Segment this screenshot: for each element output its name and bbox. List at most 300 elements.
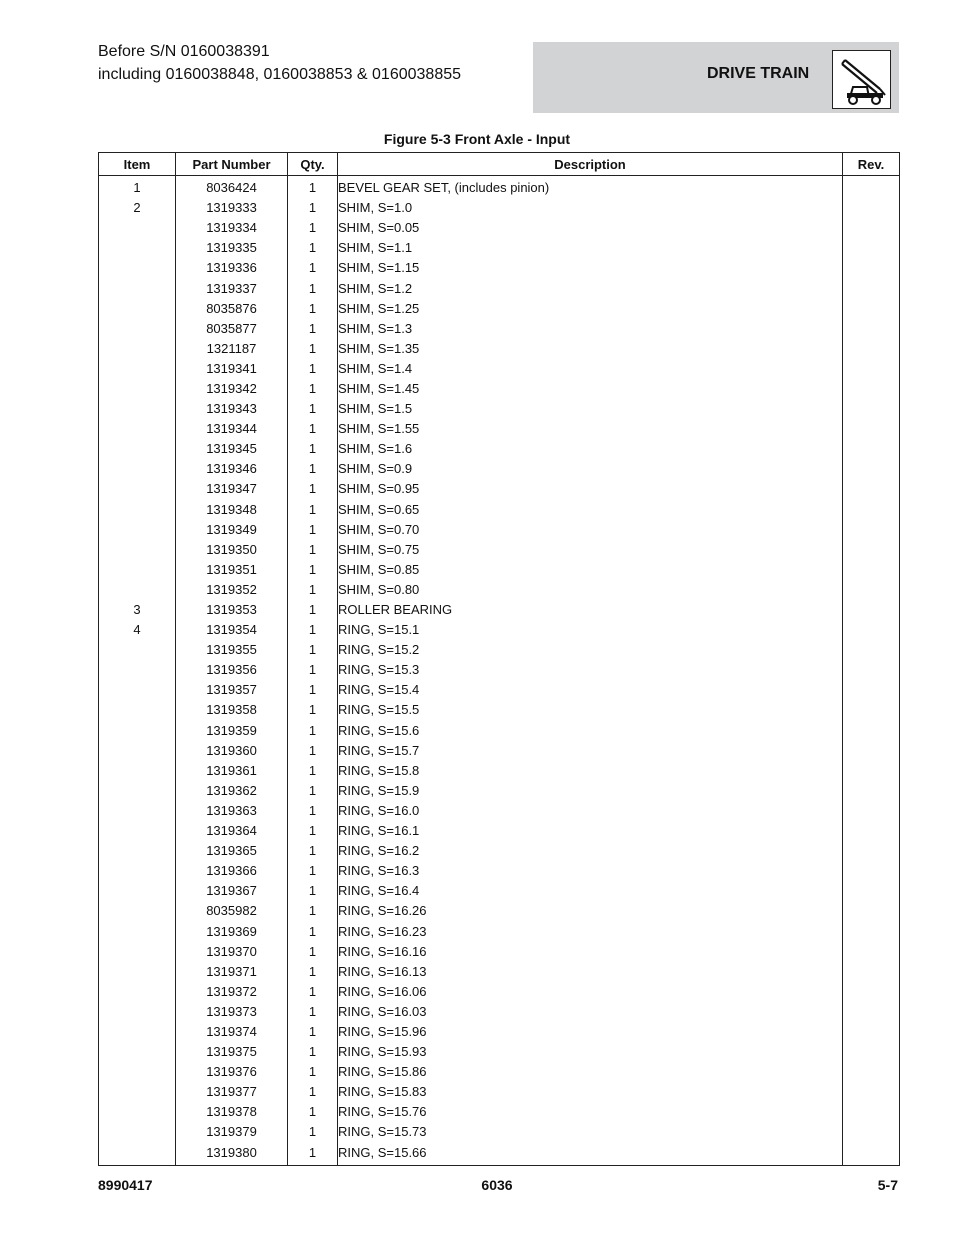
cell-description: SHIM, S=1.0 [338,198,843,218]
cell-qty: 1 [288,721,338,741]
cell-qty: 1 [288,881,338,901]
table-row [99,540,900,560]
cell-description: SHIM, S=1.25 [338,299,843,319]
cell-rev [843,700,900,720]
cell-item [99,1082,176,1102]
table-row [99,721,900,741]
cell-item: 4 [99,620,176,640]
cell-item [99,439,176,459]
cell-qty: 1 [288,962,338,982]
cell-description: SHIM, S=0.70 [338,520,843,540]
cell-rev [843,176,900,199]
cell-rev [843,761,900,781]
cell-description: RING, S=15.9 [338,781,843,801]
table-row [99,861,900,881]
table-row [99,1122,900,1142]
cell-item [99,721,176,741]
cell-item [99,801,176,821]
cell-description: SHIM, S=0.85 [338,560,843,580]
cell-qty: 1 [288,660,338,680]
table-row [99,962,900,982]
cell-qty: 1 [288,399,338,419]
cell-part-number: 1319362 [176,781,288,801]
cell-part-number: 1319341 [176,359,288,379]
cell-item [99,761,176,781]
cell-description: RING, S=15.2 [338,640,843,660]
cell-rev [843,359,900,379]
cell-qty: 1 [288,761,338,781]
cell-description: RING, S=15.96 [338,1022,843,1042]
cell-rev [843,801,900,821]
cell-qty: 1 [288,801,338,821]
cell-qty: 1 [288,741,338,761]
cell-part-number: 1319363 [176,801,288,821]
cell-rev [843,439,900,459]
cell-rev [843,500,900,520]
cell-description: RING, S=15.93 [338,1042,843,1062]
cell-rev [843,399,900,419]
table-row [99,741,900,761]
cell-rev [843,339,900,359]
cell-rev [843,379,900,399]
cell-item [99,560,176,580]
table-row [99,399,900,419]
cell-part-number: 1319334 [176,218,288,238]
table-row [99,459,900,479]
table-row [99,258,900,278]
table-row [99,680,900,700]
cell-rev [843,278,900,298]
cell-qty: 1 [288,620,338,640]
cell-item [99,881,176,901]
col-header-part-number: Part Number [176,153,288,176]
table-row [99,801,900,821]
cell-description: SHIM, S=1.3 [338,319,843,339]
table-row [99,1022,900,1042]
col-header-qty: Qty. [288,153,338,176]
cell-rev [843,1002,900,1022]
cell-qty: 1 [288,942,338,962]
cell-description: SHIM, S=0.75 [338,540,843,560]
cell-item [99,258,176,278]
cell-part-number: 1319364 [176,821,288,841]
cell-description: RING, S=16.13 [338,962,843,982]
table-row [99,640,900,660]
table-row [99,218,900,238]
table-row [99,620,900,640]
cell-qty: 1 [288,238,338,258]
cell-item [99,781,176,801]
cell-description: RING, S=16.26 [338,901,843,921]
cell-description: SHIM, S=0.65 [338,500,843,520]
cell-qty: 1 [288,1122,338,1142]
table-row [99,500,900,520]
cell-qty: 1 [288,540,338,560]
cell-part-number: 1319373 [176,1002,288,1022]
cell-rev [843,821,900,841]
cell-qty: 1 [288,680,338,700]
cell-item [99,379,176,399]
cell-qty: 1 [288,500,338,520]
cell-item [99,319,176,339]
cell-item [99,1062,176,1082]
cell-description: RING, S=16.0 [338,801,843,821]
cell-rev [843,881,900,901]
telehandler-icon [832,50,891,109]
cell-qty: 1 [288,379,338,399]
cell-description: BEVEL GEAR SET, (includes pinion) [338,176,843,199]
cell-part-number: 1319347 [176,479,288,499]
cell-item [99,741,176,761]
table-row [99,1082,900,1102]
cell-rev [843,1042,900,1062]
table-row [99,379,900,399]
cell-part-number: 1319360 [176,741,288,761]
cell-item [99,459,176,479]
table-row [99,942,900,962]
cell-part-number: 1319354 [176,620,288,640]
cell-rev [843,198,900,218]
footer-manual-number: 8990417 [98,1177,153,1193]
cell-description: SHIM, S=0.95 [338,479,843,499]
cell-description: SHIM, S=1.2 [338,278,843,298]
cell-rev [843,781,900,801]
cell-rev [843,479,900,499]
cell-rev [843,1122,900,1142]
cell-rev [843,1082,900,1102]
cell-description: RING, S=16.2 [338,841,843,861]
cell-rev [843,1022,900,1042]
table-row [99,176,900,199]
cell-rev [843,1143,900,1166]
cell-item: 3 [99,600,176,620]
cell-qty: 1 [288,821,338,841]
serial-number-note [98,40,461,86]
cell-rev [843,942,900,962]
cell-qty: 1 [288,218,338,238]
cell-qty: 1 [288,479,338,499]
cell-description: RING, S=16.4 [338,881,843,901]
cell-qty: 1 [288,319,338,339]
cell-item [99,660,176,680]
table-header-row [99,153,900,176]
cell-description: SHIM, S=0.05 [338,218,843,238]
cell-rev [843,600,900,620]
cell-part-number: 1319333 [176,198,288,218]
cell-rev [843,1062,900,1082]
table-row [99,560,900,580]
table-row [99,901,900,921]
cell-qty: 1 [288,781,338,801]
table-row [99,339,900,359]
cell-description: RING, S=15.4 [338,680,843,700]
cell-part-number: 1319377 [176,1082,288,1102]
cell-description: RING, S=15.73 [338,1122,843,1142]
cell-part-number: 8035982 [176,901,288,921]
cell-item [99,500,176,520]
cell-description: RING, S=16.16 [338,942,843,962]
cell-rev [843,982,900,1002]
cell-description: SHIM, S=1.45 [338,379,843,399]
cell-rev [843,560,900,580]
cell-part-number: 1319352 [176,580,288,600]
cell-item [99,1102,176,1122]
cell-description: SHIM, S=1.15 [338,258,843,278]
cell-rev [843,540,900,560]
cell-rev [843,258,900,278]
cell-item [99,339,176,359]
cell-qty: 1 [288,1062,338,1082]
cell-qty: 1 [288,439,338,459]
cell-part-number: 1319369 [176,921,288,941]
cell-part-number: 1319343 [176,399,288,419]
table-row [99,1062,900,1082]
cell-part-number: 1319350 [176,540,288,560]
cell-item [99,821,176,841]
cell-part-number: 8035876 [176,299,288,319]
cell-item [99,1002,176,1022]
cell-qty: 1 [288,1042,338,1062]
cell-rev [843,238,900,258]
section-header-box [533,42,899,113]
cell-qty: 1 [288,580,338,600]
cell-item [99,479,176,499]
cell-part-number: 1319359 [176,721,288,741]
cell-qty: 1 [288,1082,338,1102]
cell-item [99,700,176,720]
cell-rev [843,921,900,941]
cell-part-number: 8036424 [176,176,288,199]
cell-description: RING, S=16.23 [338,921,843,941]
cell-item [99,841,176,861]
cell-item [99,1143,176,1166]
cell-description: SHIM, S=0.80 [338,580,843,600]
cell-part-number: 1319370 [176,942,288,962]
cell-qty: 1 [288,278,338,298]
cell-part-number: 1319356 [176,660,288,680]
table-row [99,359,900,379]
table-row [99,299,900,319]
table-row [99,781,900,801]
cell-part-number: 1319336 [176,258,288,278]
cell-description: SHIM, S=1.6 [338,439,843,459]
section-title: DRIVE TRAIN [707,65,810,82]
parts-table [98,152,900,1166]
header-line-2: including 0160038848, 0160038853 & 0160038855 [98,66,462,83]
cell-item [99,399,176,419]
cell-item [99,1042,176,1062]
cell-description: RING, S=15.3 [338,660,843,680]
cell-part-number: 1319344 [176,419,288,439]
cell-item [99,1022,176,1042]
cell-rev [843,741,900,761]
cell-rev [843,620,900,640]
cell-description: SHIM, S=1.4 [338,359,843,379]
cell-rev [843,680,900,700]
cell-rev [843,640,900,660]
cell-item [99,861,176,881]
cell-part-number: 1319355 [176,640,288,660]
footer-model: 6036 [481,1177,513,1193]
table-row [99,1102,900,1122]
cell-description: RING, S=16.03 [338,1002,843,1022]
col-header-description: Description [338,153,843,176]
cell-description: RING, S=16.3 [338,861,843,881]
cell-qty: 1 [288,520,338,540]
table-row [99,761,900,781]
table-row [99,600,900,620]
cell-item [99,299,176,319]
cell-description: SHIM, S=1.55 [338,419,843,439]
table-row [99,319,900,339]
cell-rev [843,299,900,319]
cell-item [99,680,176,700]
cell-rev [843,319,900,339]
cell-rev [843,1102,900,1122]
cell-part-number: 1319366 [176,861,288,881]
cell-qty: 1 [288,198,338,218]
cell-item [99,982,176,1002]
cell-part-number: 1319365 [176,841,288,861]
cell-qty: 1 [288,841,338,861]
cell-qty: 1 [288,1022,338,1042]
footer-page-number: 5-7 [877,1177,898,1193]
cell-rev [843,660,900,680]
table-row [99,982,900,1002]
cell-rev [843,962,900,982]
cell-qty: 1 [288,600,338,620]
cell-rev [843,580,900,600]
cell-qty: 1 [288,299,338,319]
cell-part-number: 1319376 [176,1062,288,1082]
cell-qty: 1 [288,258,338,278]
table-row [99,278,900,298]
cell-part-number: 1319349 [176,520,288,540]
table-row [99,520,900,540]
table-row [99,821,900,841]
cell-description: RING, S=15.7 [338,741,843,761]
cell-description: RING, S=15.83 [338,1082,843,1102]
cell-description: RING, S=15.1 [338,620,843,640]
cell-description: SHIM, S=0.9 [338,459,843,479]
cell-description: RING, S=15.66 [338,1143,843,1166]
cell-item [99,580,176,600]
cell-item: 2 [99,198,176,218]
cell-item [99,278,176,298]
cell-description: RING, S=15.86 [338,1062,843,1082]
table-row [99,700,900,720]
cell-description: RING, S=15.6 [338,721,843,741]
table-row [99,198,900,218]
cell-item [99,640,176,660]
cell-part-number: 1319335 [176,238,288,258]
cell-item [99,1122,176,1142]
cell-part-number: 1319358 [176,700,288,720]
table-row [99,479,900,499]
cell-item [99,419,176,439]
cell-part-number: 1319374 [176,1022,288,1042]
cell-qty: 1 [288,339,338,359]
cell-description: RING, S=15.76 [338,1102,843,1122]
cell-item [99,942,176,962]
cell-qty: 1 [288,459,338,479]
table-row [99,1002,900,1022]
cell-description: ROLLER BEARING [338,600,843,620]
cell-description: SHIM, S=1.1 [338,238,843,258]
cell-rev [843,901,900,921]
header-line-1: Before S/N 0160038391 [98,43,270,60]
cell-description: RING, S=16.06 [338,982,843,1002]
table-row [99,580,900,600]
cell-part-number: 1319348 [176,500,288,520]
cell-qty: 1 [288,419,338,439]
cell-part-number: 1319357 [176,680,288,700]
cell-qty: 1 [288,700,338,720]
col-header-item: Item [99,153,176,176]
cell-qty: 1 [288,901,338,921]
cell-part-number: 1319346 [176,459,288,479]
cell-item [99,520,176,540]
cell-qty: 1 [288,982,338,1002]
cell-item [99,962,176,982]
cell-qty: 1 [288,921,338,941]
cell-part-number: 1319342 [176,379,288,399]
table-row [99,439,900,459]
cell-item [99,901,176,921]
cell-item [99,238,176,258]
cell-description: RING, S=15.5 [338,700,843,720]
parts-table-body [99,176,900,1166]
cell-rev [843,218,900,238]
cell-qty: 1 [288,1002,338,1022]
table-row [99,841,900,861]
table-row [99,921,900,941]
table-row [99,238,900,258]
cell-item [99,218,176,238]
table-row [99,1143,900,1166]
cell-description: SHIM, S=1.5 [338,399,843,419]
cell-rev [843,459,900,479]
cell-rev [843,520,900,540]
cell-part-number: 1319375 [176,1042,288,1062]
cell-rev [843,419,900,439]
figure-title: Figure 5-3 Front Axle - Input [383,131,571,147]
cell-part-number: 1321187 [176,339,288,359]
cell-description: SHIM, S=1.35 [338,339,843,359]
cell-part-number: 1319367 [176,881,288,901]
cell-description: RING, S=16.1 [338,821,843,841]
cell-qty: 1 [288,861,338,881]
table-row [99,660,900,680]
cell-item [99,921,176,941]
cell-item [99,540,176,560]
table-row [99,1042,900,1062]
cell-qty: 1 [288,640,338,660]
cell-qty: 1 [288,359,338,379]
table-row [99,419,900,439]
cell-item: 1 [99,176,176,199]
cell-part-number: 1319345 [176,439,288,459]
cell-part-number: 1319351 [176,560,288,580]
cell-qty: 1 [288,1143,338,1166]
cell-qty: 1 [288,1102,338,1122]
cell-part-number: 1319371 [176,962,288,982]
cell-item [99,359,176,379]
cell-part-number: 1319379 [176,1122,288,1142]
cell-part-number: 1319361 [176,761,288,781]
cell-part-number: 1319378 [176,1102,288,1122]
col-header-rev: Rev. [843,153,900,176]
